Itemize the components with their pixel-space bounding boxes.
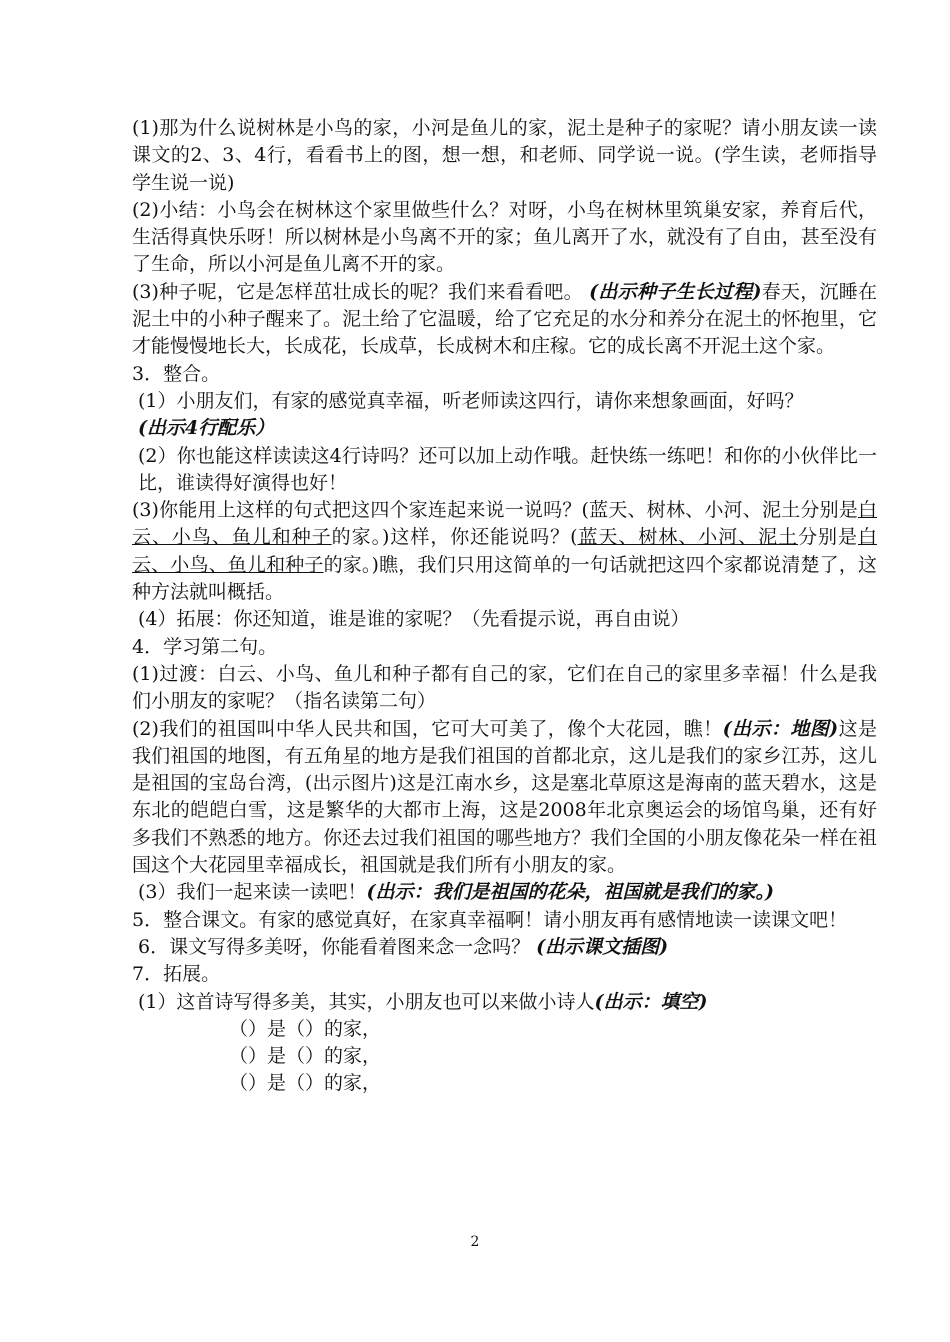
paragraph <box>132 1070 877 1097</box>
paragraph <box>132 279 877 361</box>
text-segment: (1)那为什么说树林是小鸟的家，小河是鱼儿的家，泥土是种子的家呢？请小朋友读一读课文的2、3、4行，看看书上的图，想一想，和老师、同学说一说。(学生读，老师指导学生说一说) <box>132 117 877 194</box>
lesson-text <box>132 115 877 1098</box>
paragraph <box>132 388 877 415</box>
emphasis-text: (出示：地图) <box>722 717 839 740</box>
text-segment: (2)我们的祖国叫中华人民共和国，它可大可美了，像个大花园，瞧！ <box>132 717 723 740</box>
paragraph <box>132 907 877 934</box>
paragraph <box>132 1043 877 1070</box>
text-segment: 3．整合。 <box>132 362 221 385</box>
paragraph <box>132 716 877 880</box>
paragraph <box>132 361 877 388</box>
emphasis-text: (出示：我们是祖国的花朵，祖国就是我们的家。) <box>366 881 774 904</box>
text-segment: 的家。)瞧，我们只用这简单的一句话就把这四个家都说清楚了，这种方法就叫概括。 <box>132 553 877 604</box>
text-segment: 这是我们祖国的地图，有五角星的地方是我们祖国的首都北京，这儿是我们的家乡江苏，这儿是祖国的宝岛台湾，(出示图片)这是江南水乡，这是塞北草原这是海南的蓝天碧水，这是东北的皑皑白雪，这是繁华的大都市上海，这是2008年北京奥运会的场馆鸟巢，还有好多我们不熟悉的地方。你还去过我们祖国的哪些地方？我们全国的小朋友像花朵一样在祖国这个大花园里幸福成长，祖国就是我们所有小朋友的家。 <box>132 717 877 877</box>
paragraph <box>132 961 877 988</box>
text-segment: 的家。)这样，你还能说吗？( <box>331 526 578 549</box>
text-segment: 春天，沉睡在泥土中的小种子醒来了。泥土给了它温暖，给了它充足的水分和养分在泥土的怀抱里，它才能慢慢地长大，长成花，长成草，长成树木和庄稼。它的成长离不开泥土这个家。 <box>132 280 877 358</box>
text-segment: (1）这首诗写得多美，其实，小朋友也可以来做小诗人 <box>138 990 595 1013</box>
underlined-text: 白云、小鸟、鱼儿和种子 <box>132 526 877 576</box>
text-segment: （）是（）的家， <box>229 1072 382 1095</box>
text-segment: 分别是 <box>798 526 858 549</box>
paragraph <box>132 606 877 633</box>
text-segment: (4）拓展：你还知道，谁是谁的家呢？（先看提示说，再自由说） <box>138 608 690 631</box>
text-segment: (1)过渡：白云、小鸟、鱼儿和种子都有自己的家，它们在自己的家里多幸福！什么是我们小朋友的家呢？（指名读第二句） <box>132 662 877 713</box>
paragraph <box>132 1016 877 1043</box>
paragraph <box>132 879 877 906</box>
text-segment: （）是（）的家， <box>229 1017 382 1040</box>
paragraph <box>132 415 877 442</box>
paragraph <box>132 115 877 197</box>
text-segment: (3)你能用上这样的句式把这四个家连起来说一说吗？(蓝天、树林、小河、泥土分别是 <box>132 499 858 522</box>
text-segment: (2)小结：小鸟会在树林这个家里做些什么？对呀，小鸟在树林里筑巢安家，养育后代，生活得真快乐呀！所以树林是小鸟离不开的家；鱼儿离开了水，就没有了自由，甚至没有了生命，所以小河是鱼儿离不开的家。 <box>132 198 877 276</box>
text-segment: 6．课文写得多美呀，你能看着图来念一念吗？ <box>138 935 537 958</box>
paragraph <box>132 497 877 606</box>
page-number: 2 <box>470 1234 480 1250</box>
text-segment: 4．学习第二句。 <box>132 635 278 658</box>
text-segment: (3）我们一起来读一读吧！ <box>138 881 367 904</box>
emphasis-text: (出示：填空) <box>594 990 708 1013</box>
underlined-text: 白云、小鸟、鱼儿和种子 <box>132 499 877 549</box>
text-segment: 5．整合课文。有家的感觉真好，在家真幸福啊！请小朋友再有感情地读一读课文吧！ <box>132 908 848 931</box>
paragraph <box>132 197 877 279</box>
paragraph <box>132 661 877 716</box>
emphasis-text: (出示4行配乐） <box>138 417 275 440</box>
paragraph <box>132 634 877 661</box>
paragraph <box>132 934 877 961</box>
paragraph <box>132 443 877 498</box>
underlined-text: 蓝天、树林、小河、泥土 <box>577 526 799 549</box>
emphasis-text: (出示课文插图) <box>536 935 669 958</box>
text-segment: 7．拓展。 <box>132 963 221 986</box>
text-segment: (3)种子呢，它是怎样茁壮成长的呢？我们来看看吧。 <box>132 280 590 303</box>
text-segment: （）是（）的家， <box>229 1045 382 1068</box>
text-segment: (1）小朋友们，有家的感觉真幸福，听老师读这四行，请你来想象画面，好吗？ <box>138 389 804 412</box>
text-segment: (2）你也能这样读读这4行诗吗？还可以加上动作哦。赶快练一练吧！和你的小伙伴比一比，谁读得好演得也好！ <box>138 444 877 494</box>
paragraph <box>132 989 877 1016</box>
emphasis-text: (出示种子生长过程) <box>589 280 762 303</box>
